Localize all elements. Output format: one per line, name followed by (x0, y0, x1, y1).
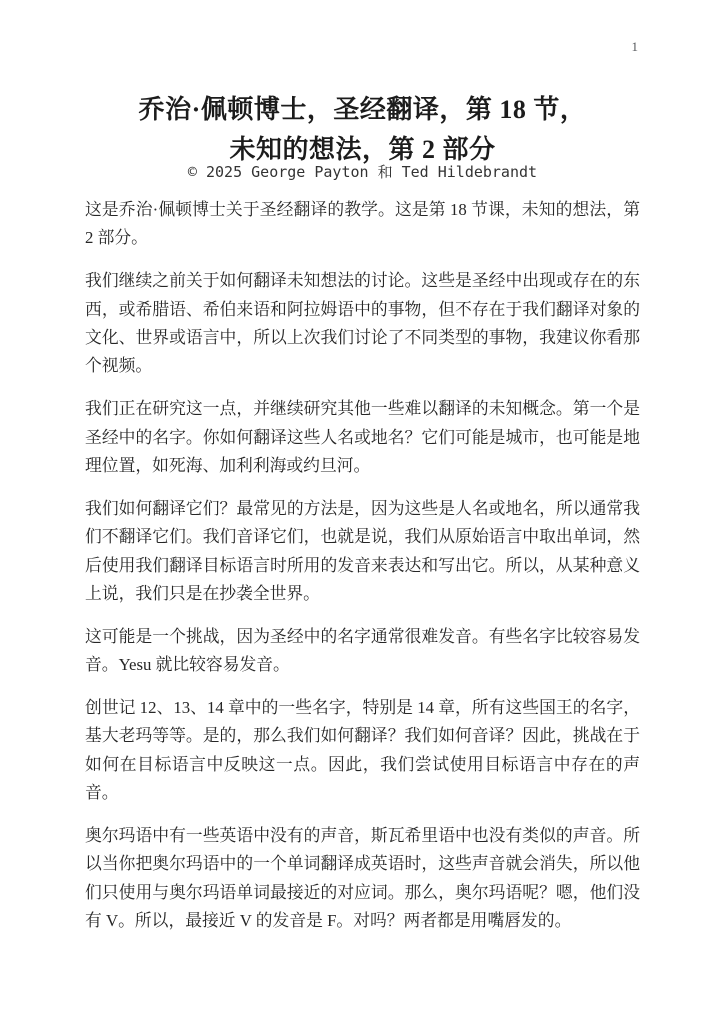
paragraph: 这可能是一个挑战，因为圣经中的名字通常很难发音。有些名字比较容易发音。Yesu 就比较容易发音。 (85, 626, 640, 675)
paragraph: 创世记 12、13、14 章中的一些名字，特别是 14 章，所有这些国王的名字，基大老玛等等。是的，那么我们如何翻译？我们如何音译？因此，挑战在于如何在目标语言中反映这一点。因此，我们尝试使用目标语言中存在的声音。 (85, 697, 640, 803)
document-title (85, 90, 640, 169)
copyright-line: © 2025 George Payton 和 Ted Hildebrandt (187, 163, 538, 181)
paragraph: 我们正在研究这一点，并继续研究其他一些难以翻译的未知概念。第一个是圣经中的名字。你如何翻译这些人名或地名？它们可能是城市，也可能是地理位置，如死海、加利利海或约旦河。 (85, 399, 640, 475)
paragraph: 我们继续之前关于如何翻译未知想法的讨论。这些是圣经中出现或存在的东西，或希腊语、希伯来语和阿拉姆语中的事物，但不存在于我们翻译对象的文化、世界或语言中，所以上次我们讨论了不同类型的事物，我建议你看那个视频。 (85, 271, 640, 376)
document-title-line-2: 未知的想法，第 2 部分 (229, 134, 496, 164)
document-body (85, 196, 640, 950)
document-title-line-1: 乔治·佩顿博士，圣经翻译，第 18 节， (138, 95, 587, 124)
paragraph: 奥尔玛语中有一些英语中没有的声音，斯瓦希里语中也没有类似的声音。所以当你把奥尔玛语中的一个单词翻译成英语时，这些声音就会消失，所以他们只使用与奥尔玛语单词最接近的对应词。那么，奥尔玛语呢？嗯，他们没有 V。所以，最接近 V 的发音是 F。对吗？两者都是用嘴唇发的。 (85, 825, 640, 931)
paragraph: 我们如何翻译它们？最常见的方法是，因为这些是人名或地名，所以通常我们不翻译它们。我们音译它们，也就是说，我们从原始语言中取出单词，然后使用我们翻译目标语言时所用的发音来表达和写出它。所以，从某种意义上说，我们只是在抄袭全世界。 (85, 498, 640, 603)
paragraph: 这是乔治·佩顿博士关于圣经翻译的教学。这是第 18 节课，未知的想法，第 2 部分。 (85, 200, 640, 248)
page-number: 1 (631, 39, 638, 54)
